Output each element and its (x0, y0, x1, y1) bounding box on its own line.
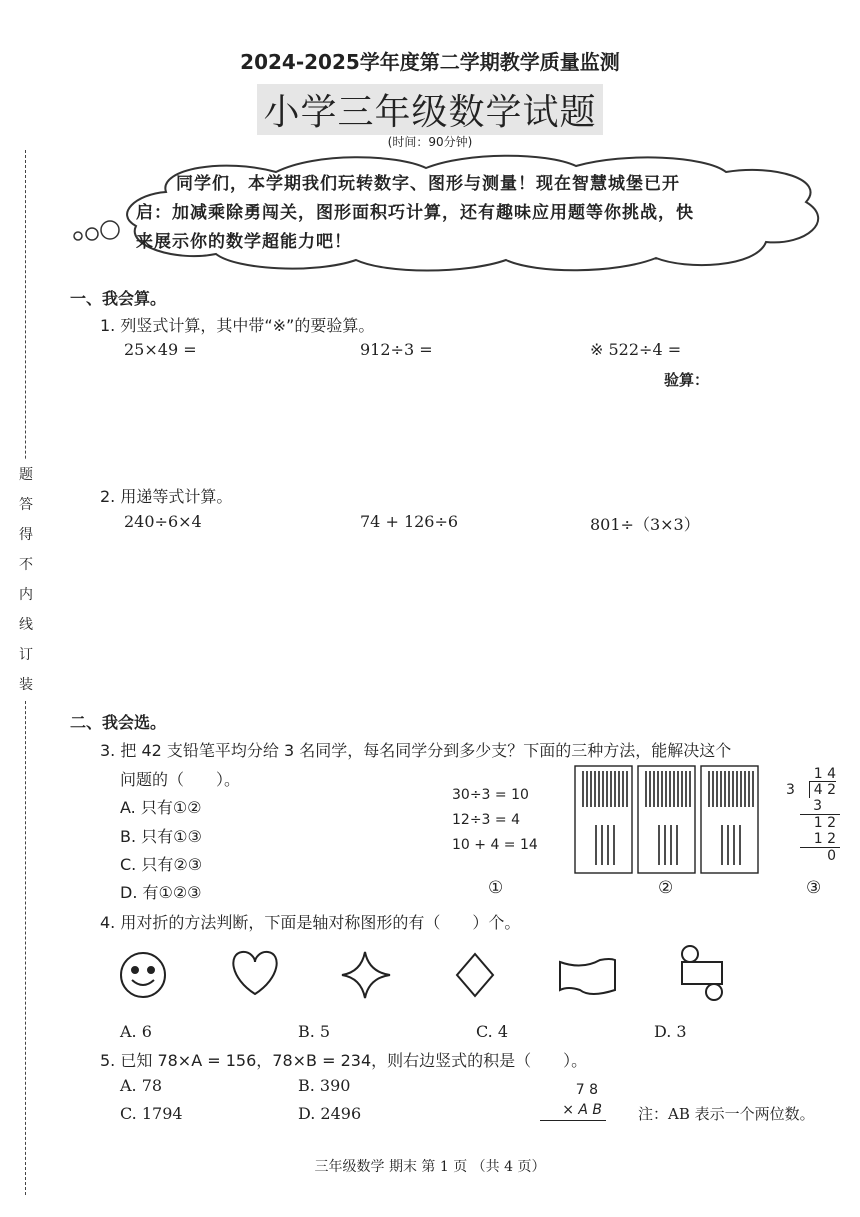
bubble-dot-medium (86, 228, 98, 240)
q5-option-b[interactable]: B. 390 (298, 1076, 351, 1095)
method-1-line-2: 12÷3 = 4 (452, 812, 520, 828)
pencil-bundles-diagram (574, 765, 760, 875)
title-text: 小学三年级数学试题 (257, 84, 602, 135)
binding-char: 答 (19, 497, 33, 513)
q1-item-3: ※ 522÷4 = (590, 340, 682, 359)
bubble-dot-large (101, 221, 119, 239)
four-point-star-icon (342, 952, 390, 998)
q3-option-a[interactable]: A. 只有①② (120, 798, 202, 817)
intro-line-1: 同学们，本学期我们玩转数字、图形与测量！现在智慧城堡已开 (176, 174, 680, 194)
division-step-2: 1 2 (800, 814, 840, 831)
smiley-face-icon (121, 953, 165, 997)
q3-prompt-line-2: 问题的（ ）。 (120, 770, 241, 789)
binding-char: 内 (19, 587, 33, 603)
binding-char: 装 (19, 677, 33, 693)
page-footer: 三年级数学 期末 第 1 页 （共 4 页） (314, 1159, 546, 1175)
q5-option-c[interactable]: C. 1794 (120, 1104, 183, 1123)
exam-name: 2024-2025学年度第二学期教学质量监测 (240, 50, 620, 74)
q2-prompt: 2. 用递等式计算。 (100, 487, 233, 506)
q4-option-c[interactable]: C. 4 (476, 1022, 509, 1041)
binding-char: 订 (19, 647, 33, 663)
q2-item-2: 74 + 126÷6 (360, 512, 459, 531)
method-1-line-1: 30÷3 = 10 (452, 787, 529, 803)
check-label: 验算： (664, 371, 710, 389)
binding-char: 得 (19, 527, 33, 543)
division-step-1: 3 (813, 798, 822, 814)
page-title (0, 84, 860, 135)
flag-icon (560, 959, 615, 994)
exam-time: (时间：90分钟) (387, 135, 473, 149)
division-divisor: 3 (786, 782, 795, 798)
q3-option-c[interactable]: C. 只有②③ (120, 855, 203, 874)
q1-item-2: 912÷3 = (360, 340, 433, 359)
binding-char: 题 (19, 467, 33, 483)
vertical-bottom: × A B (540, 1100, 606, 1121)
q4-prompt: 4. 用对折的方法判断，下面是轴对称图形的有（ ）个。 (100, 913, 521, 932)
bubble-dot-small (74, 232, 82, 240)
q3-option-d[interactable]: D. 有①②③ (120, 883, 202, 902)
intro-text (136, 170, 786, 257)
q4-option-d[interactable]: D. 3 (654, 1022, 687, 1041)
section-1-heading: 一、我会算。 (70, 289, 167, 308)
q5-option-d[interactable]: D. 2496 (298, 1104, 362, 1123)
method-1-line-3: 10 + 4 = 14 (452, 837, 538, 853)
q2-item-1: 240÷6×4 (124, 512, 202, 531)
division-dividend: 4 2 (809, 781, 836, 798)
q4-option-a[interactable]: A. 6 (120, 1022, 152, 1041)
q4-shapes (110, 942, 740, 1012)
method-label-2: ② (658, 878, 674, 898)
intro-line-2: 启：加减乘除勇闯关，图形面积巧计算，还有趣味应用题等你挑战，快 (136, 203, 694, 223)
method-label-3: ③ (806, 878, 822, 898)
q2-item-3: 801÷（3×3） (590, 515, 700, 534)
intro-line-3: 来展示你的数学超能力吧！ (136, 232, 352, 252)
diamond-icon (457, 954, 493, 996)
binding-label (16, 460, 36, 700)
vertical-top: 7 8 (575, 1082, 598, 1098)
q1-prompt: 1. 列竖式计算，其中带“※”的要验算。 (100, 316, 375, 335)
q1-item-1: 25×49 = (124, 340, 197, 359)
q3-prompt-line-1: 3. 把 42 支铅笔平均分给 3 名同学，每名同学分到多少支？下面的三种方法，能解决这个 (100, 741, 732, 760)
binding-char: 不 (19, 557, 33, 573)
section-2-heading: 二、我会选。 (70, 713, 167, 732)
division-step-3: 1 2 (813, 831, 836, 847)
method-label-1: ① (488, 878, 504, 898)
q3-option-b[interactable]: B. 只有①③ (120, 827, 202, 846)
long-division (780, 766, 840, 864)
binding-char: 线 (19, 617, 33, 633)
heart-icon (233, 952, 276, 994)
q5-prompt: 5. 已知 78×A = 156，78×B = 234，则右边竖式的积是（ ）。 (100, 1051, 588, 1070)
vertical-multiplication (540, 1080, 606, 1121)
q5-note: 注：AB 表示一个两位数。 (638, 1105, 815, 1123)
rect-two-circles-icon (682, 946, 722, 1000)
q4-option-b[interactable]: B. 5 (298, 1022, 331, 1041)
q5-option-a[interactable]: A. 78 (120, 1076, 163, 1095)
division-remainder: 0 (800, 847, 840, 864)
division-quotient: 1 4 (813, 766, 836, 782)
